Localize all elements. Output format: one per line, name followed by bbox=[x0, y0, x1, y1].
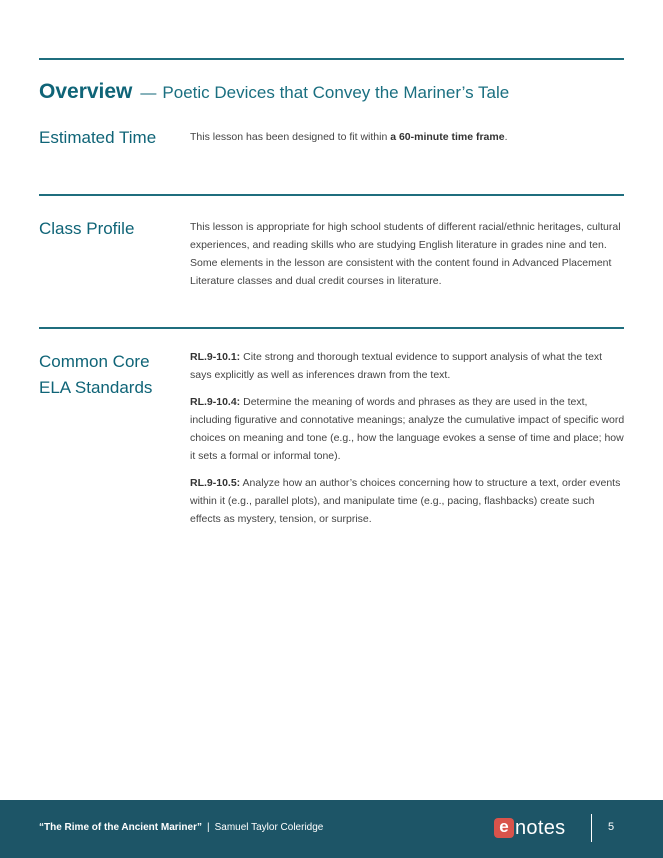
page-number: 5 bbox=[608, 821, 615, 833]
logo-e-icon: e bbox=[494, 818, 514, 838]
standard-text: Cite strong and thorough textual evidence to support analysis of what the text says explicitly as well as inferences drawn from the text. bbox=[190, 351, 603, 381]
footer-divider bbox=[591, 814, 592, 842]
footer-author: Samuel Taylor Coleridge bbox=[214, 822, 324, 833]
overview-heading bbox=[39, 80, 509, 104]
estimated-time-period: . bbox=[504, 131, 508, 143]
estimated-time-title: Estimated Time bbox=[39, 128, 157, 147]
footer-separator: | bbox=[206, 822, 210, 833]
enotes-logo bbox=[494, 815, 565, 841]
standard-item bbox=[190, 348, 626, 384]
class-profile-title: Class Profile bbox=[39, 219, 135, 238]
standard-item bbox=[190, 393, 626, 465]
estimated-time-body bbox=[190, 128, 626, 146]
standard-text: Determine the meaning of words and phrases as they are used in the text, including figurative and connotative meanings; analyze the cumulative impact of specific word choices on meaning and tone (e.g., how the language evokes a sense of time and place; how it sets a formal or informal tone). bbox=[190, 396, 625, 462]
standards-title-line2: ELA Standards bbox=[39, 378, 153, 397]
standards-title-line1: Common Core bbox=[39, 352, 150, 371]
overview-title: Overview bbox=[39, 80, 133, 103]
estimated-time-text: This lesson has been designed to fit within bbox=[190, 131, 391, 143]
section-divider-1 bbox=[39, 194, 624, 196]
footer-citation bbox=[39, 822, 323, 833]
standards-body bbox=[190, 348, 626, 537]
class-profile-text: This lesson is appropriate for high school students of different racial/ethnic heritages, cultural experiences, and reading skills who are studying English literature in grades nine and ten. Some elements in the lesson are consistent with the content found in Advanced Placement Literature classes and dual credit courses in literature. bbox=[190, 221, 621, 287]
standard-code: RL.9-10.4: bbox=[190, 396, 241, 408]
page-footer bbox=[0, 800, 663, 858]
standard-item bbox=[190, 474, 626, 528]
estimated-time-duration: a 60-minute time frame bbox=[390, 131, 505, 143]
standard-code: RL.9-10.5: bbox=[190, 477, 241, 489]
footer-book-title: “The Rime of the Ancient Mariner” bbox=[39, 822, 202, 833]
overview-subtitle: Poetic Devices that Convey the Mariner’s Tale bbox=[162, 83, 510, 102]
top-rule bbox=[39, 58, 624, 60]
logo-wordmark: notes bbox=[515, 816, 566, 839]
standards-title bbox=[39, 349, 179, 401]
standard-text: Analyze how an author’s choices concerning how to structure a text, order events within it (e.g., parallel plots), and manipulate time (e.g., pacing, flashbacks) create such effects as mystery, tension, or surprise. bbox=[190, 477, 621, 525]
section-divider-2 bbox=[39, 327, 624, 329]
overview-dash: — bbox=[140, 85, 157, 102]
class-profile-body bbox=[190, 218, 626, 299]
standard-code: RL.9-10.1: bbox=[190, 351, 241, 363]
